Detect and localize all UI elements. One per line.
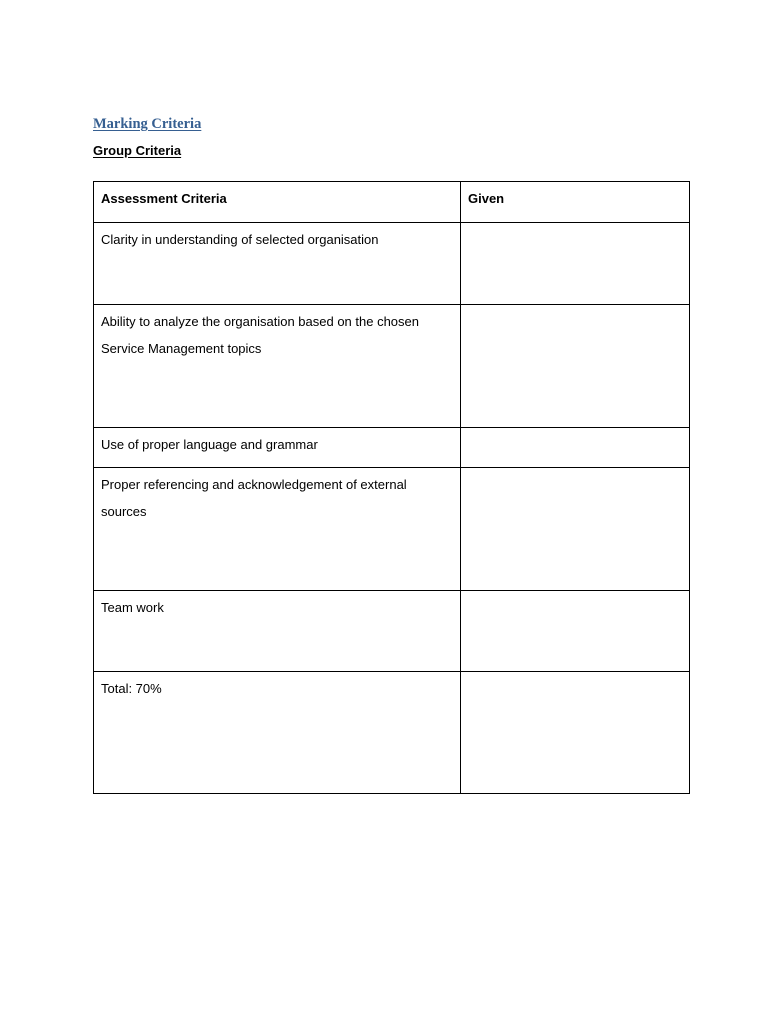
table-row-total — [94, 672, 690, 794]
criteria-cell: Team work — [94, 591, 461, 672]
table-row — [94, 428, 690, 468]
criteria-cell: Proper referencing and acknowledgement of external sources — [94, 468, 461, 591]
document-title: Marking Criteria — [93, 116, 202, 132]
table-header-row — [94, 182, 690, 223]
total-cell: Total: 70% — [94, 672, 461, 794]
criteria-cell: Use of proper language and grammar — [94, 428, 461, 468]
given-cell[interactable] — [461, 591, 690, 672]
given-cell[interactable] — [461, 468, 690, 591]
criteria-cell: Clarity in understanding of selected organisation — [94, 223, 461, 305]
table-row — [94, 223, 690, 305]
header-assessment-criteria: Assessment Criteria — [94, 182, 461, 223]
table-row — [94, 305, 690, 428]
table-row — [94, 591, 690, 672]
given-cell[interactable] — [461, 305, 690, 428]
marking-criteria-table — [93, 181, 690, 794]
criteria-cell: Ability to analyze the organisation based on the chosen Service Management topics — [94, 305, 461, 428]
given-cell[interactable] — [461, 672, 690, 794]
given-cell[interactable] — [461, 223, 690, 305]
header-given: Given — [461, 182, 690, 223]
table-row — [94, 468, 690, 591]
given-cell[interactable] — [461, 428, 690, 468]
section-title: Group Criteria — [93, 143, 182, 158]
